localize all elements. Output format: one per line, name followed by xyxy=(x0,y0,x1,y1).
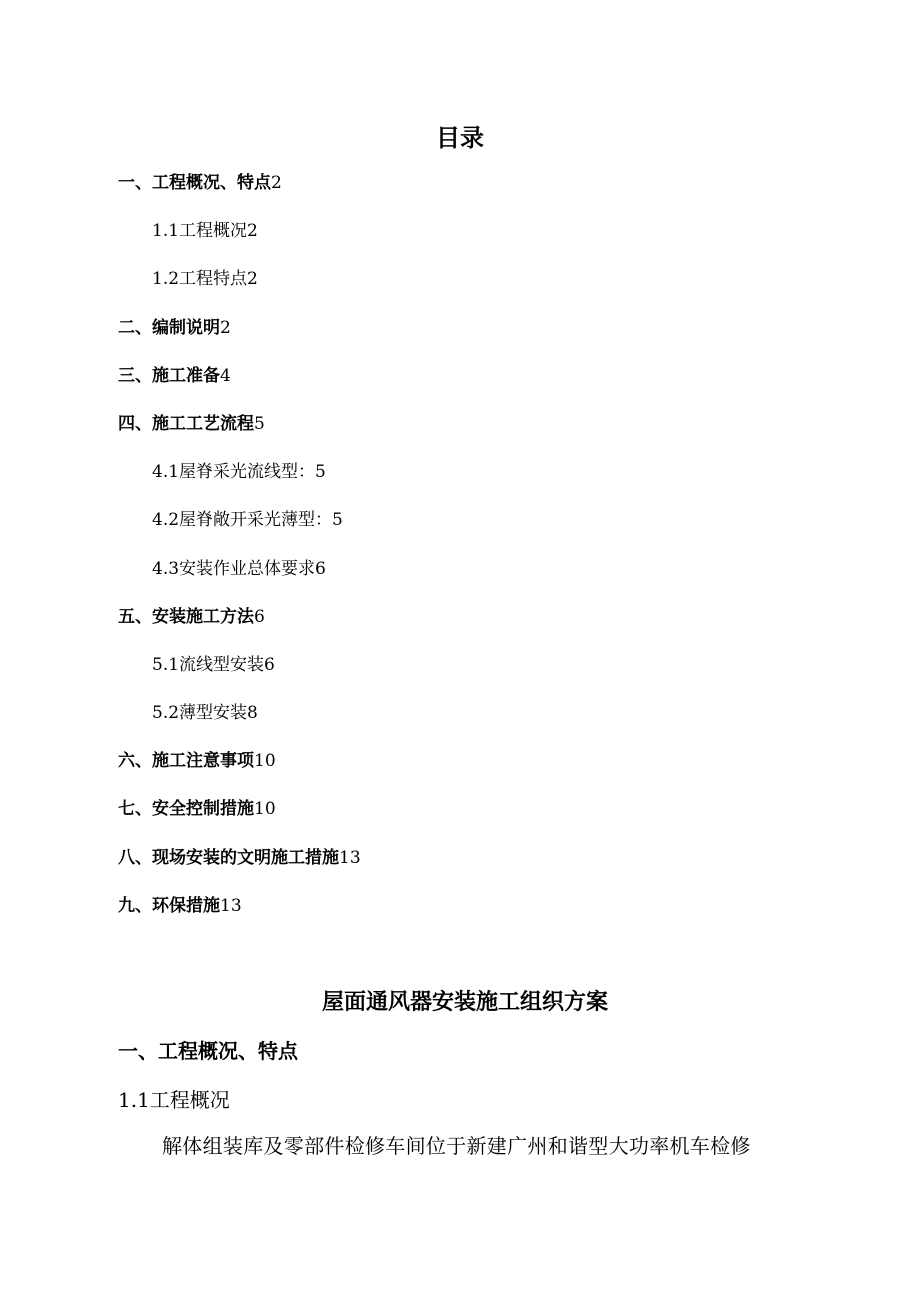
toc-entry-page-number: 5 xyxy=(254,413,265,434)
toc-entry[interactable] xyxy=(0,507,920,555)
toc-entry-label: 4.3安装作业总体要求 xyxy=(152,558,316,579)
toc-entry[interactable] xyxy=(0,748,920,796)
toc-entry-label: 4.1屋脊采光流线型： xyxy=(152,462,316,483)
toc-entry[interactable] xyxy=(0,363,920,411)
toc-entry-label: 5.2薄型安装 xyxy=(152,703,248,724)
toc-entry-label: 四、施工工艺流程 xyxy=(118,413,254,434)
toc-entry-page-number: 10 xyxy=(254,799,276,820)
toc-entry-label: 一、工程概况、特点 xyxy=(118,173,271,193)
toc-entry-label: 三、施工准备 xyxy=(118,365,220,386)
toc-entry-label: 二、编制说明 xyxy=(118,317,220,338)
subsection-heading: 1.1工程概况 xyxy=(118,1088,230,1112)
toc-entry-page-number: 8 xyxy=(247,703,258,724)
toc-entry-label: 1.2工程特点 xyxy=(152,269,248,290)
toc-entry-page-number: 4 xyxy=(220,365,231,386)
toc-entry-label: 1.1工程概况 xyxy=(152,221,248,242)
toc-entry-page-number: 5 xyxy=(315,462,326,483)
toc-entry-label: 八、现场安装的文明施工措施 xyxy=(118,847,339,868)
toc-entry-page-number: 10 xyxy=(254,751,276,772)
toc-entry-page-number: 2 xyxy=(247,221,258,242)
section-heading: 一、工程概况、特点 xyxy=(118,1039,298,1063)
toc-entry-page-number: 2 xyxy=(220,317,231,338)
toc-entry[interactable] xyxy=(0,845,920,893)
toc-entry-page-number: 6 xyxy=(315,558,326,579)
toc-entry[interactable] xyxy=(0,266,920,314)
toc-entry[interactable] xyxy=(0,218,920,266)
toc-entry-label: 六、施工注意事项 xyxy=(118,751,254,772)
toc-entry[interactable] xyxy=(0,700,920,748)
toc-entry[interactable] xyxy=(0,459,920,507)
toc-entry-label: 五、安装施工方法 xyxy=(118,606,254,627)
toc-entry[interactable] xyxy=(0,556,920,604)
toc-title: 目录 xyxy=(436,123,484,152)
body-paragraph: 解体组装库及零部件检修车间位于新建广州和谐型大功率机车检修 xyxy=(162,1134,751,1158)
toc-entry-page-number: 6 xyxy=(264,654,275,675)
toc-entry[interactable] xyxy=(0,652,920,700)
toc-entry[interactable] xyxy=(0,604,920,652)
table-of-contents xyxy=(0,170,920,941)
toc-entry-page-number: 5 xyxy=(332,510,343,531)
document-title: 屋面通风器安装施工组织方案 xyxy=(321,989,608,1015)
toc-entry-page-number: 2 xyxy=(247,269,258,290)
toc-entry-page-number: 6 xyxy=(254,606,265,627)
toc-entry[interactable] xyxy=(0,315,920,363)
toc-entry-label: 4.2屋脊敞开采光薄型： xyxy=(152,510,333,531)
toc-entry-label: 七、安全控制措施 xyxy=(118,799,254,820)
toc-entry[interactable] xyxy=(0,170,920,218)
toc-entry[interactable] xyxy=(0,893,920,941)
toc-entry-label: 5.1流线型安装 xyxy=(152,654,265,675)
toc-entry-page-number: 13 xyxy=(220,895,242,916)
toc-entry[interactable] xyxy=(0,411,920,459)
toc-entry-page-number: 2 xyxy=(271,173,282,193)
toc-entry-page-number: 13 xyxy=(339,847,361,868)
toc-entry-label: 九、环保措施 xyxy=(118,895,220,916)
toc-entry[interactable] xyxy=(0,796,920,844)
